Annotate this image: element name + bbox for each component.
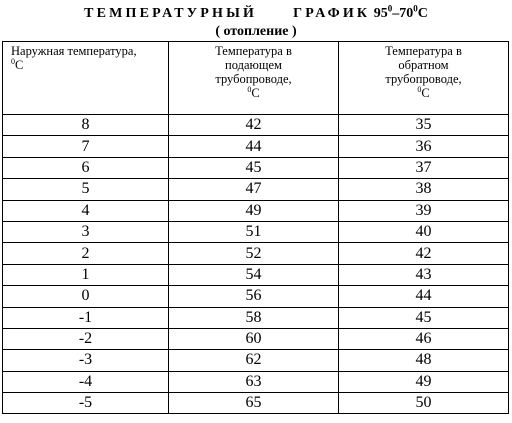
cell-return-temp: 36 — [339, 136, 509, 157]
table-row — [3, 243, 509, 264]
cell-return-temp: 50 — [339, 393, 509, 414]
header-degree: 0 — [11, 56, 15, 66]
cell-supply-temp: 56 — [169, 286, 339, 307]
table-header-row — [3, 42, 509, 115]
header-degree: 0 — [417, 84, 422, 94]
title-word-2: ГРАФИК — [293, 6, 371, 21]
cell-return-temp: 46 — [339, 328, 509, 349]
header-unit: C — [421, 86, 430, 100]
cell-outdoor-temp: 1 — [3, 264, 169, 285]
title-degree-1: 0 — [387, 3, 393, 14]
cell-outdoor-temp: 0 — [3, 286, 169, 307]
cell-outdoor-temp: 7 — [3, 136, 169, 157]
cell-supply-temp: 42 — [169, 115, 339, 136]
table-row — [3, 136, 509, 157]
cell-supply-temp: 44 — [169, 136, 339, 157]
title-unit: C — [417, 6, 428, 21]
header-supply-pipe-temperature — [169, 42, 339, 115]
cell-return-temp: 39 — [339, 200, 509, 221]
cell-outdoor-temp: -2 — [3, 328, 169, 349]
cell-supply-temp: 51 — [169, 221, 339, 242]
cell-supply-temp: 63 — [169, 371, 339, 392]
cell-supply-temp: 52 — [169, 243, 339, 264]
table-row — [3, 221, 509, 242]
cell-return-temp: 40 — [339, 221, 509, 242]
title-word-1: ТЕМПЕРАТУРНЫЙ — [84, 6, 258, 21]
title-supply-temp: 95 — [373, 6, 388, 21]
cell-outdoor-temp: -1 — [3, 307, 169, 328]
temperature-schedule-table — [2, 41, 509, 414]
cell-return-temp: 42 — [339, 243, 509, 264]
cell-return-temp: 38 — [339, 179, 509, 200]
table-row — [3, 350, 509, 371]
cell-supply-temp: 60 — [169, 328, 339, 349]
header-outdoor-temperature — [3, 42, 169, 115]
header-degree: 0 — [247, 84, 252, 94]
cell-return-temp: 49 — [339, 371, 509, 392]
cell-supply-temp: 62 — [169, 350, 339, 371]
cell-return-temp: 37 — [339, 157, 509, 178]
cell-return-temp: 48 — [339, 350, 509, 371]
cell-return-temp: 35 — [339, 115, 509, 136]
cell-outdoor-temp: 3 — [3, 221, 169, 242]
table-body — [3, 115, 509, 414]
cell-supply-temp: 47 — [169, 179, 339, 200]
cell-outdoor-temp: 2 — [3, 243, 169, 264]
table-row — [3, 115, 509, 136]
cell-outdoor-temp: 8 — [3, 115, 169, 136]
cell-outdoor-temp: -5 — [3, 393, 169, 414]
cell-supply-temp: 45 — [169, 157, 339, 178]
cell-outdoor-temp: -4 — [3, 371, 169, 392]
header-label: Температура в подающем трубопроводе, — [215, 44, 292, 86]
table-row — [3, 157, 509, 178]
title-return-temp: 70 — [399, 6, 414, 21]
cell-supply-temp: 65 — [169, 393, 339, 414]
header-unit: C — [15, 58, 24, 72]
cell-return-temp: 45 — [339, 307, 509, 328]
cell-supply-temp: 49 — [169, 200, 339, 221]
cell-outdoor-temp: -3 — [3, 350, 169, 371]
table-row — [3, 371, 509, 392]
title-degree-2: 0 — [413, 3, 418, 14]
table-row — [3, 179, 509, 200]
table-row — [3, 286, 509, 307]
table-row — [3, 264, 509, 285]
table-row — [3, 200, 509, 221]
cell-supply-temp: 54 — [169, 264, 339, 285]
title-dash: – — [392, 6, 400, 21]
header-unit: C — [251, 86, 260, 100]
header-label: Температура в обратном трубопроводе, — [385, 44, 462, 86]
cell-return-temp: 43 — [339, 264, 509, 285]
cell-outdoor-temp: 6 — [3, 157, 169, 178]
cell-return-temp: 44 — [339, 286, 509, 307]
header-return-pipe-temperature — [339, 42, 509, 115]
table-row — [3, 328, 509, 349]
table-row — [3, 393, 509, 414]
document-subtitle: ( отопление ) — [215, 24, 297, 39]
document-title — [0, 5, 512, 23]
cell-supply-temp: 58 — [169, 307, 339, 328]
header-label: Наружная температура, — [11, 44, 137, 58]
cell-outdoor-temp: 5 — [3, 179, 169, 200]
cell-outdoor-temp: 4 — [3, 200, 169, 221]
table-row — [3, 307, 509, 328]
